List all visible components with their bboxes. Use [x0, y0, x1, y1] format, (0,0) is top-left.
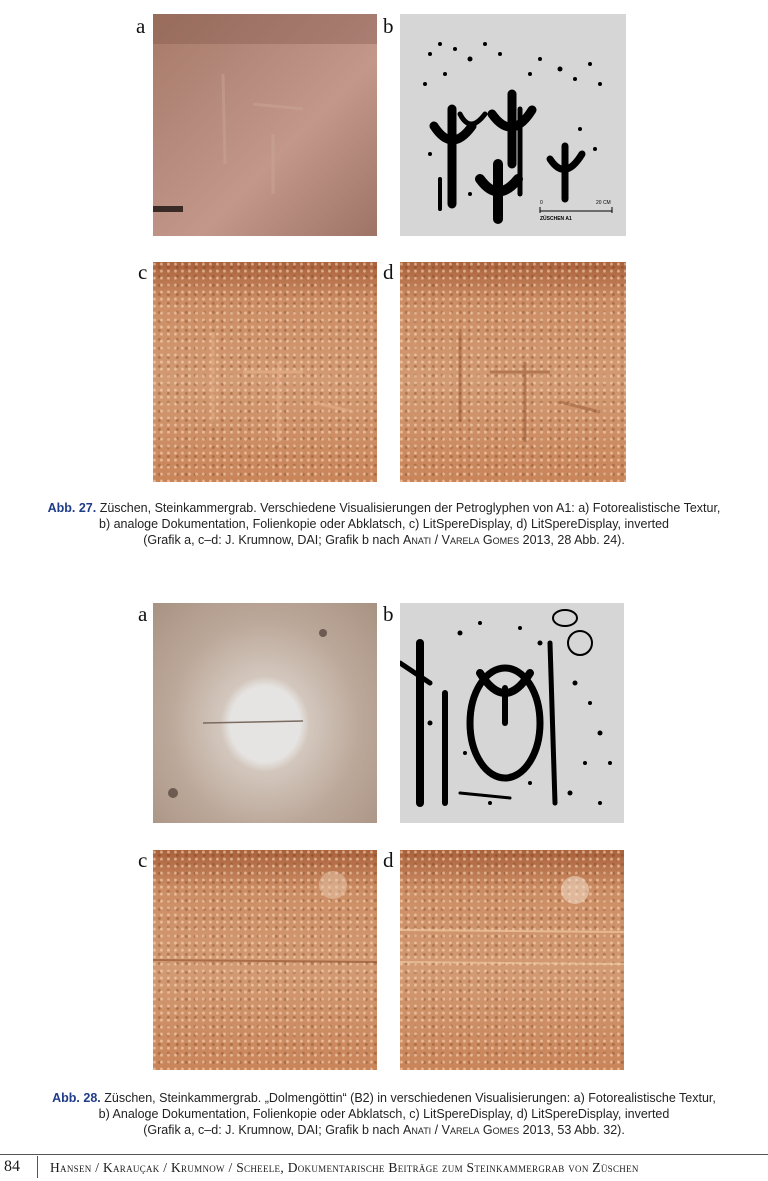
footer-rule: [0, 1154, 768, 1155]
fig27-litsphere: [153, 262, 377, 482]
fig28-dolmen-drawing: [400, 603, 624, 823]
fig28-litsphere-inverted-relief: [400, 850, 624, 1070]
fig28-caption-ref: 2013, 53 Abb. 32).: [519, 1123, 625, 1137]
fig28-caption-abb: Abb. 28.: [52, 1091, 101, 1105]
fig28-photo-texture: [153, 603, 377, 823]
footer-separator: [37, 1156, 38, 1178]
fig27-scale-start: 0: [540, 200, 543, 206]
fig27-photo-texture: [153, 14, 377, 236]
fig27-caption-line3: [30, 532, 738, 548]
fig28-label-c: c: [138, 848, 148, 872]
fig28-litsphere-inverted: [400, 850, 624, 1070]
fig27-caption-line2: b) analoge Dokumentation, Folienkopie oder Abklatsch, c) LitSpereDisplay, d) LitSpereDisplay, inverted: [99, 517, 669, 531]
fig28-label-d: d: [383, 848, 394, 872]
fig28-caption-credit: (Grafik a, c–d: J. Krumnow, DAI; Grafik b nach: [143, 1123, 404, 1137]
fig28-litsphere-relief: [153, 850, 377, 1070]
fig27-label-a: a: [136, 14, 146, 38]
fig27-caption-authors: Anati / Varela Gomes: [403, 533, 520, 547]
fig27-label-c: c: [138, 260, 148, 284]
fig28-documentation: [400, 603, 624, 823]
running-head: Hansen / Karauçak / Krumnow / Scheele, Dokumentarische Beiträge zum Steinkammergrab von Züschen: [50, 1160, 639, 1175]
fig27-caption-line1: [30, 500, 738, 516]
fig27-doc-label: ZÜSCHEN A1: [540, 216, 572, 222]
fig28-caption-line3: [30, 1122, 738, 1138]
fig27-scale-end: 20 CM: [596, 200, 611, 206]
fig27-litsphere-relief: [153, 262, 377, 482]
fig27-caption-text1: Züschen, Steinkammergrab. Verschiedene Visualisierungen der Petroglyphen von A1: a) Fotorealistische Textur,: [99, 501, 721, 515]
fig28-label-b: b: [383, 602, 394, 626]
fig27-litsphere-inverted-relief: [400, 262, 626, 482]
fig28-litsphere: [153, 850, 377, 1070]
fig28-caption-authors: Anati / Varela Gomes: [403, 1123, 520, 1137]
fig27-caption-abb: Abb. 27.: [47, 501, 97, 515]
fig28-photo-detail: [153, 603, 377, 823]
fig28-caption-line2: b) Analoge Dokumentation, Folienkopie oder Abklatsch, c) LitSpereDisplay, d) LitSpereDisplay, inverted: [98, 1107, 670, 1121]
fig28-caption: [30, 1090, 738, 1138]
fig27-caption-ref: 2013, 28 Abb. 24).: [519, 533, 625, 547]
fig27-litsphere-inverted: [400, 262, 626, 482]
fig27-label-d: d: [383, 260, 394, 284]
fig27-caption-credit: (Grafik a, c–d: J. Krumnow, DAI; Grafik b nach: [143, 533, 404, 547]
page-number: 84: [4, 1158, 20, 1175]
fig27-caption: [30, 500, 738, 548]
fig28-label-a: a: [138, 602, 148, 626]
fig27-petroglyph-drawing: [400, 14, 626, 236]
fig27-photo-detail: [153, 14, 377, 236]
fig28-caption-line1: [30, 1090, 738, 1106]
fig27-documentation: [400, 14, 626, 236]
fig28-caption-text1: Züschen, Steinkammergrab. „Dolmengöttin“ (B2) in verschiedenen Visualisierungen: a) Fotorealistische Textur,: [104, 1091, 716, 1105]
fig27-label-b: b: [383, 14, 394, 38]
